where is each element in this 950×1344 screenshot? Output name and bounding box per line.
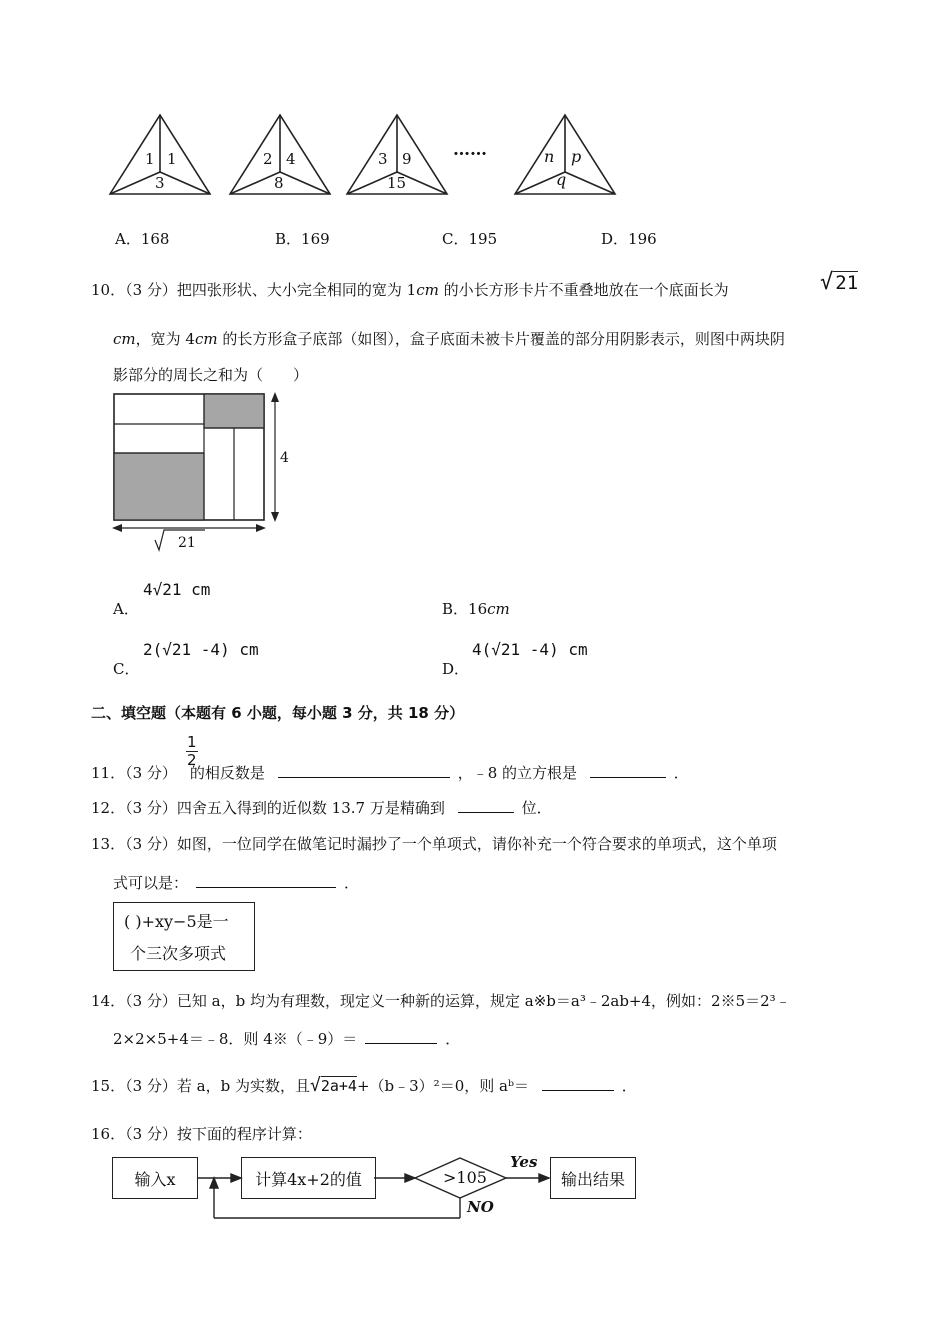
q9-option-d[interactable] <box>601 228 657 249</box>
q10-option-d-letter[interactable]: D． <box>442 660 470 678</box>
q11-blank-2[interactable] <box>590 763 666 778</box>
q13-box-line2: 个三次多项式 <box>130 944 227 963</box>
section-header: 二、填空题（本题有 6 小题，每小题 3 分，共 18 分） <box>91 704 465 722</box>
option-value: 195 <box>468 230 498 248</box>
q15-blank[interactable] <box>542 1076 614 1091</box>
q11-blank-1[interactable] <box>278 763 450 778</box>
triangle-3-right: 9 <box>402 150 412 168</box>
q14-line2: 2×2×5+4＝﹣8．则 4※（﹣9）＝ ． <box>113 1030 461 1048</box>
q9-option-a[interactable] <box>115 228 169 249</box>
q13-line1: 13．（3 分）如图，一位同学在做笔记时漏抄了一个单项式，请你补充一个符合要求的单项式，这个单项 <box>91 835 777 853</box>
q10-line2: cm，宽为 4cm 的长方形盒子底部（如图），盒子底面未被卡片覆盖的部分用阴影表示，则图中两块阴 <box>113 330 785 348</box>
option-value: 169 <box>301 230 330 248</box>
triangle-4-bottom: q <box>556 170 567 189</box>
q9-option-b[interactable] <box>275 228 330 249</box>
triangle-1-bottom: 3 <box>155 174 165 192</box>
triangle-2-bottom: 8 <box>274 174 284 192</box>
q13-blank[interactable] <box>196 873 336 888</box>
q13-line2: 式可以是： ． <box>113 874 360 892</box>
option-value: 196 <box>628 230 657 248</box>
triangle-1-left: 1 <box>145 150 155 168</box>
option-letter: B． <box>275 230 302 248</box>
triangle-1-right: 1 <box>167 150 177 168</box>
q10-option-b[interactable]: B．16cm <box>442 600 510 618</box>
q10-line1: 10．（3 分）把四张形状、大小完全相同的宽为 1cm 的小长方形卡片不重叠地放在一个底面长为 <box>91 281 729 299</box>
option-value: 168 <box>140 230 170 248</box>
triangle-3-bottom: 15 <box>387 174 407 192</box>
q14-line1: 14．（3 分）已知 a，b 均为有理数，现定义一种新的运算，规定 a※b＝a³﹣2ab+4，例如：2※5＝2³﹣ <box>91 992 791 1010</box>
flow-no-label: NO <box>467 1198 494 1216</box>
q11-fraction: 1 2 <box>187 733 197 769</box>
q10-option-d-expr: 4(√21 -4) cm <box>472 640 588 659</box>
q12-line: 12．（3 分）四舍五入得到的近似数 13.7 万是精确到 位． <box>91 799 552 817</box>
triangle-2-right: 4 <box>286 150 296 168</box>
option-letter: C． <box>442 230 469 248</box>
q16-line: 16．（3 分）按下面的程序计算： <box>91 1125 312 1143</box>
triangle-2-left: 2 <box>263 150 273 168</box>
q10-sqrt21: √ 21 <box>820 270 859 295</box>
q13-note-box <box>113 902 255 971</box>
q10-option-a-letter[interactable]: A． <box>113 600 139 618</box>
flow-output-box: 输出结果 <box>550 1157 636 1199</box>
q12-blank[interactable] <box>458 798 514 813</box>
flow-input-box: 输入x <box>112 1157 198 1199</box>
triangle-3-left: 3 <box>378 150 388 168</box>
q11-line: 11．（3 分） 的相反数是 ，﹣8 的立方根是 ． <box>91 764 689 782</box>
q14-blank[interactable] <box>365 1029 437 1044</box>
q10-option-a-expr: 4√21 cm <box>143 580 211 599</box>
triangle-4-left: n <box>544 147 555 166</box>
q13-box-line1: ( )+xy−5是一 <box>124 912 229 931</box>
box-width-label: 21 <box>178 535 196 551</box>
q9-option-c[interactable] <box>442 228 497 249</box>
q10-option-c-letter[interactable]: C． <box>113 660 140 678</box>
q15-line: 15．（3 分）若 a，b 为实数，且√2a+4+（b﹣3）²＝0，则 aᵇ＝ ． <box>91 1075 637 1096</box>
flow-compute-box: 计算4x+2的值 <box>241 1157 376 1199</box>
option-letter: D． <box>601 230 629 248</box>
q10-option-c-expr: 2(√21 -4) cm <box>143 640 259 659</box>
flow-condition-text: >105 <box>443 1168 487 1187</box>
triangle-4-right: p <box>571 147 582 166</box>
ellipsis: …… <box>453 140 487 160</box>
q15-sqrt: √2a+4 <box>310 1075 357 1096</box>
box-cards-figure <box>110 390 290 560</box>
flow-yes-label: Yes <box>510 1153 538 1171</box>
box-height-label: 4 <box>280 450 289 466</box>
option-letter: A． <box>115 230 141 248</box>
q10-line3: 影部分的周长之和为（ ） <box>113 366 309 384</box>
